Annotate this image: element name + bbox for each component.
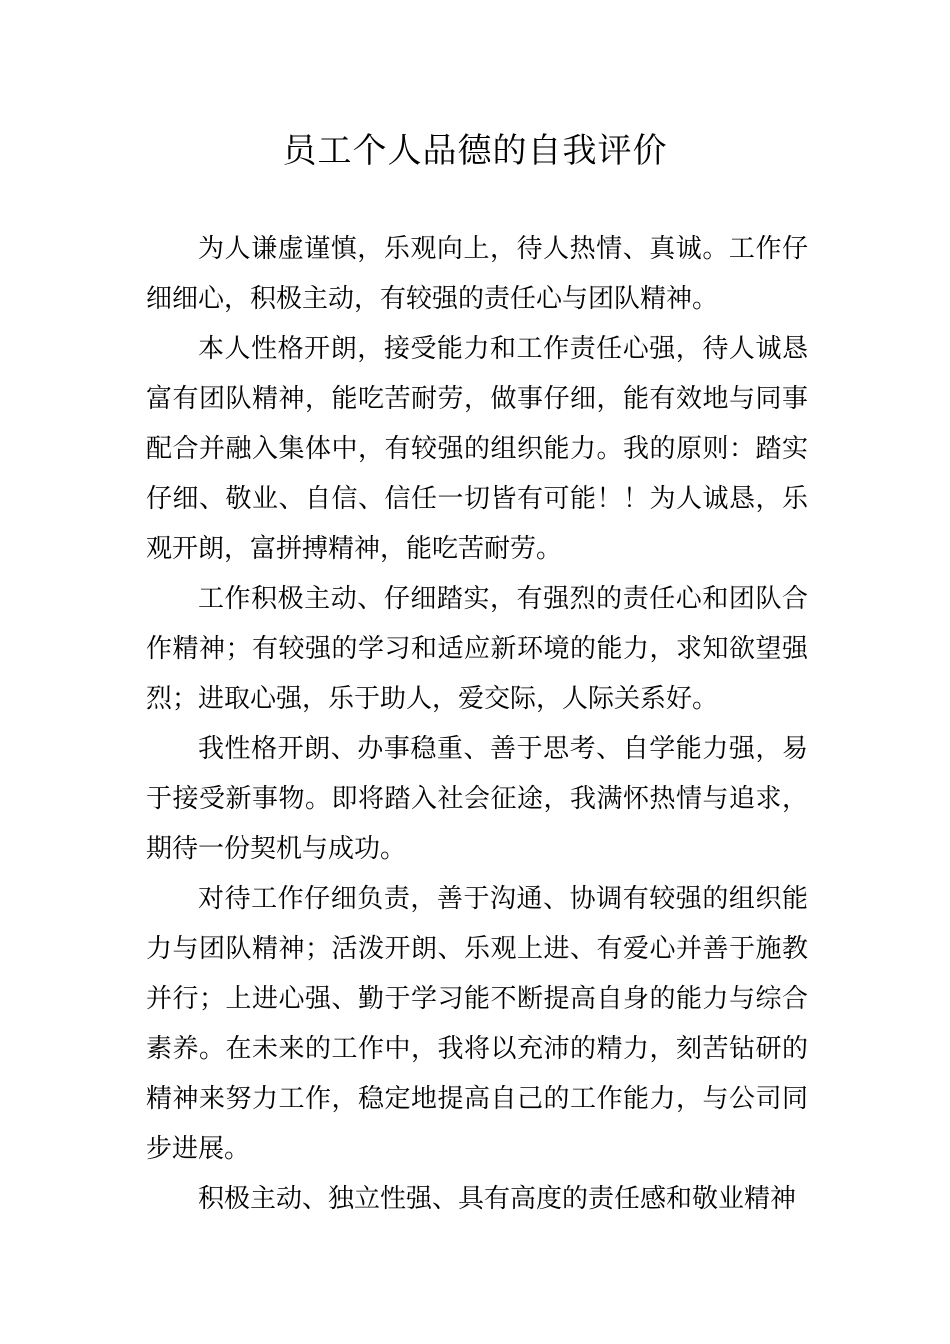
paragraph-5: 对待工作仔细负责，善于沟通、协调有较强的组织能力与团队精神；活泼开朗、乐观上进、有爱心并善于施教并行；上进心强、勤于学习能不断提高自身的能力与综合素养。在未来的工作中，我将以充沛的精力，刻苦钻研的精神来努力工作，稳定地提高自己的工作能力，与公司同步进展。 <box>146 884 808 1164</box>
paragraph-3: 工作积极主动、仔细踏实，有强烈的责任心和团队合作精神；有较强的学习和适应新环境的能力，求知欲望强烈；进取心强，乐于助人，爱交际，人际关系好。 <box>146 584 808 714</box>
document-title: 员工个人品德的自我评价 <box>282 131 668 171</box>
paragraph-1: 为人谦虚谨慎，乐观向上，待人热情、真诚。工作仔细细心，积极主动，有较强的责任心与团队精神。 <box>146 234 808 314</box>
document-body <box>146 224 808 1224</box>
paragraph-4: 我性格开朗、办事稳重、善于思考、自学能力强，易于接受新事物。即将踏入社会征途，我满怀热情与追求，期待一份契机与成功。 <box>146 734 808 864</box>
paragraph-2: 本人性格开朗，接受能力和工作责任心强，待人诚恳富有团队精神，能吃苦耐劳，做事仔细，能有效地与同事配合并融入集体中，有较强的组织能力。我的原则：踏实仔细、敬业、自信、信任一切皆有可能！！为人诚恳，乐观开朗，富拼搏精神，能吃苦耐劳。 <box>146 334 808 564</box>
paragraph-6: 积极主动、独立性强、具有高度的责任感和敬业精神 <box>198 1184 797 1214</box>
